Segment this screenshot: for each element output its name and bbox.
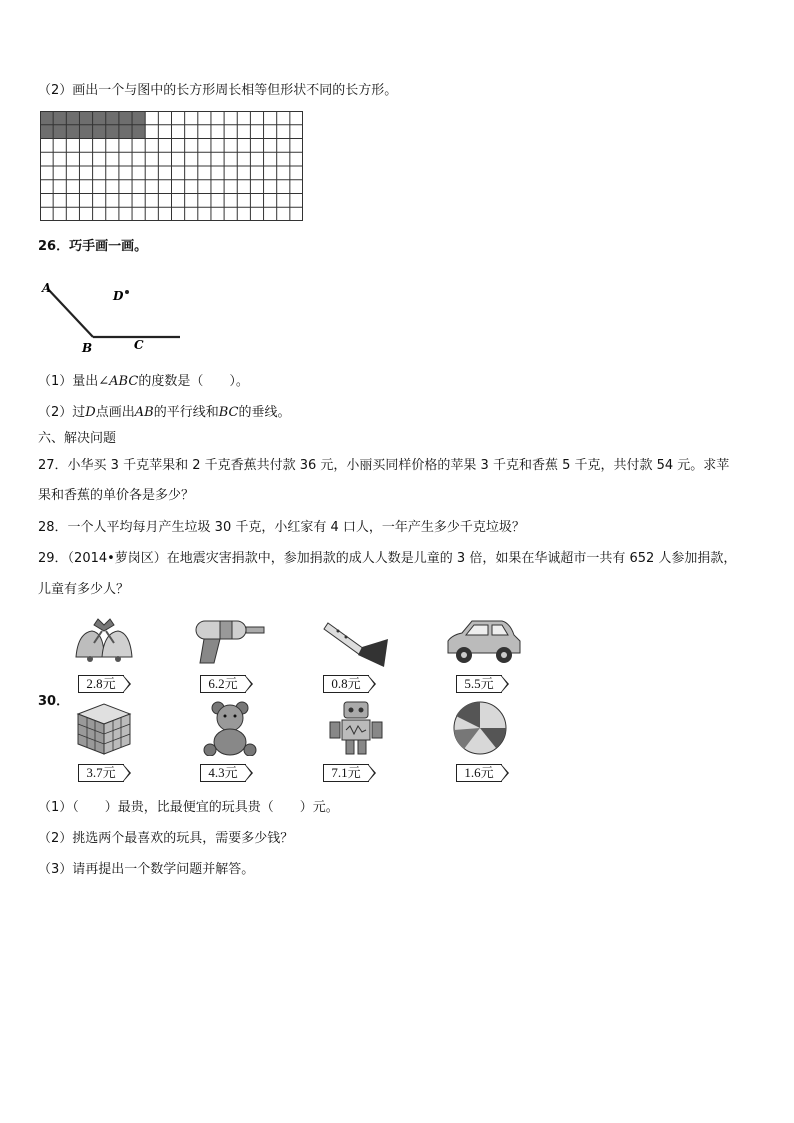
segment-bc-ref: BC xyxy=(218,405,239,420)
square-grid-figure xyxy=(40,111,303,221)
q26-part2-text-d: 的垂线。 xyxy=(238,405,291,420)
q26-part1 xyxy=(38,373,249,391)
q28-text: 28．一个人平均每月产生垃圾 30 千克，小红家有 4 口人，一年产生多少千克垃圾？ xyxy=(38,520,525,535)
price-water-gun: 6.2元 xyxy=(200,675,246,693)
price-tag-water-gun xyxy=(200,675,254,693)
trumpet-icon xyxy=(318,613,398,669)
q25-part2-text: （2）画出一个与图中的长方形周长相等但形状不同的长方形。 xyxy=(38,83,398,98)
point-a-label: A xyxy=(42,281,52,295)
point-d-ref: D xyxy=(85,405,96,420)
point-d-dot xyxy=(125,290,129,294)
q26-part2-text-c: 的平行线和 xyxy=(153,405,219,420)
price-tag-teddy-bear xyxy=(200,764,254,782)
teddy-bear-icon xyxy=(190,700,270,756)
bells-icon xyxy=(64,613,144,669)
q29-line1: 29．（2014•萝岗区）在地震灾害捐款中，参加捐款的成人人数是儿童的 3 倍，如果在华诚超市一共有 652 人参加捐款， xyxy=(38,551,737,566)
price-bells: 2.8元 xyxy=(78,675,124,693)
price-rubiks-cube: 3.7元 xyxy=(78,764,124,782)
ray-ba xyxy=(47,288,93,337)
angle-abc-figure xyxy=(38,276,188,356)
robot-icon xyxy=(316,700,396,756)
q26-part1-text-b: 的度数是（ ）。 xyxy=(138,374,249,389)
q30-part3: （3）请再提出一个数学问题并解答。 xyxy=(38,862,255,877)
price-beach-ball: 1.6元 xyxy=(456,764,502,782)
q30-number: 30． xyxy=(38,694,70,709)
price-tag-beach-ball xyxy=(456,764,510,782)
beach-ball-icon xyxy=(444,700,524,756)
q27-line2: 果和香蕉的单价各是多少？ xyxy=(38,488,195,503)
water-gun-icon xyxy=(190,613,270,669)
segment-ab-ref: AB xyxy=(134,405,154,420)
q29-line2: 儿童有多少人？ xyxy=(38,582,130,597)
q27-line1: 27．小华买 3 千克苹果和 2 千克香蕉共付款 36 元，小丽买同样价格的苹果 3 千克和香蕉 5 千克，共付款 54 元。求苹 xyxy=(38,458,730,473)
price-robot: 7.1元 xyxy=(323,764,369,782)
price-tag-robot xyxy=(323,764,377,782)
price-teddy-bear: 4.3元 xyxy=(200,764,246,782)
point-c-label: C xyxy=(134,338,144,352)
price-tag-trumpet xyxy=(323,675,377,693)
q26-part2 xyxy=(38,404,290,422)
car-icon xyxy=(444,613,524,669)
price-tag-car xyxy=(456,675,510,693)
q26-part1-text-a: （1）量出 xyxy=(38,374,99,389)
section-six-heading: 六、解决问题 xyxy=(38,431,117,446)
q26-title: 26．巧手画一画。 xyxy=(38,239,148,254)
q26-part2-text-b: 点画出 xyxy=(95,405,135,420)
q30-part1: （1）（ ）最贵，比最便宜的玩具贵（ ）元。 xyxy=(38,800,339,815)
price-tag-bells xyxy=(78,675,132,693)
rubiks-cube-icon xyxy=(64,700,144,756)
point-d-label: D xyxy=(113,289,124,303)
price-tag-rubiks-cube xyxy=(78,764,132,782)
point-b-label: B xyxy=(82,341,93,355)
price-car: 5.5元 xyxy=(456,675,502,693)
price-trumpet: 0.8元 xyxy=(323,675,369,693)
q26-part2-text-a: （2）过 xyxy=(38,405,86,420)
angle-abc-symbol: ∠ABC xyxy=(98,374,139,389)
q30-part2: （2）挑选两个最喜欢的玩具，需要多少钱？ xyxy=(38,831,294,846)
